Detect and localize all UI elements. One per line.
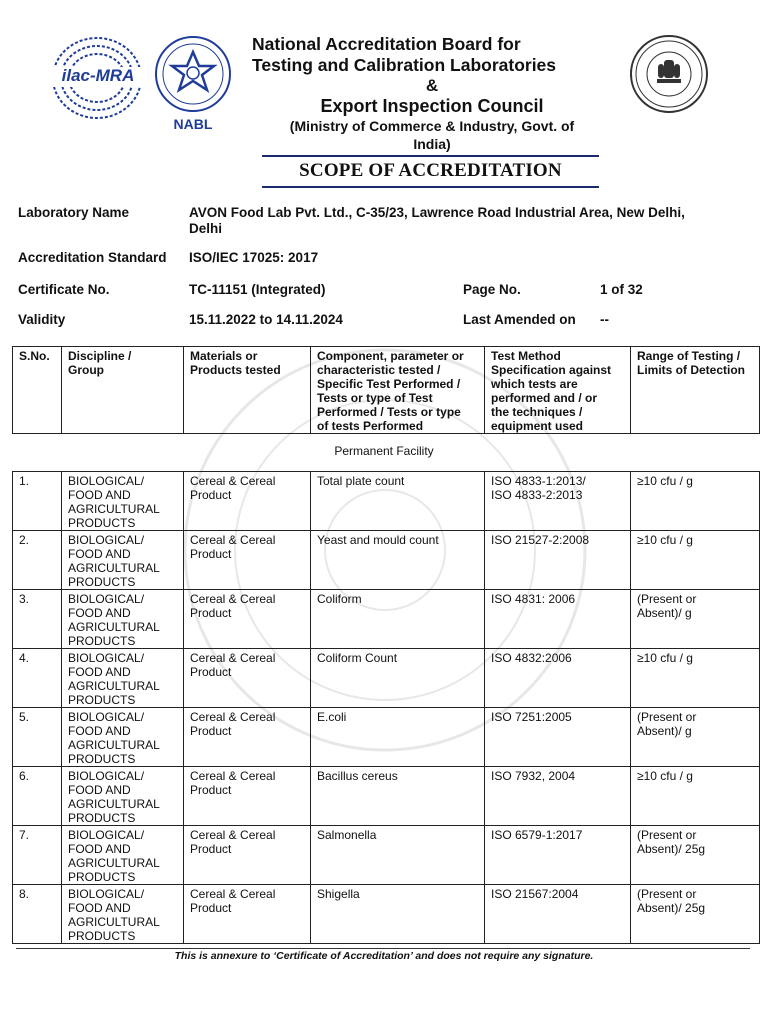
cell-line: FOOD AND xyxy=(68,488,131,502)
cell-line: Product xyxy=(190,842,232,856)
cell-text: 2. xyxy=(19,533,30,547)
cell-line: FOOD AND xyxy=(68,842,131,856)
cell-sno xyxy=(13,885,62,944)
cell-line: FOOD AND xyxy=(68,783,131,797)
standard-label: Accreditation Standard xyxy=(18,250,167,265)
cell-text: 5. xyxy=(19,710,30,724)
cell-range xyxy=(631,767,760,826)
cell-line: BIOLOGICAL/ xyxy=(68,651,145,665)
table-row xyxy=(13,649,760,708)
cell-line: (Present or xyxy=(637,710,697,724)
cell-line: (Present or xyxy=(637,592,697,606)
cell-line: AGRICULTURAL xyxy=(68,679,160,693)
header-line: Tests or type of Test xyxy=(317,391,433,405)
cell-method xyxy=(485,885,631,944)
table-row xyxy=(13,708,760,767)
cell-line: FOOD AND xyxy=(68,724,131,738)
header-line-3: Export Inspection Council xyxy=(320,96,544,116)
header-line: the techniques / xyxy=(491,405,583,419)
cell-sno xyxy=(13,472,62,531)
title-rule-bottom xyxy=(262,186,599,188)
cell-line: Cereal & Cereal xyxy=(190,474,276,488)
header-line: Discipline / xyxy=(68,349,132,363)
lab-name-value-line-2: Delhi xyxy=(189,221,223,236)
cell-line: PRODUCTS xyxy=(68,811,136,825)
cell-materials xyxy=(184,826,311,885)
header-sno-text: S.No. xyxy=(19,349,50,363)
header-block xyxy=(252,34,612,153)
cell-discipline xyxy=(62,885,184,944)
cell-line: Bacillus cereus xyxy=(317,769,398,783)
cell-discipline xyxy=(62,767,184,826)
cell-line: PRODUCTS xyxy=(68,575,136,589)
cell-line: ≥10 cfu / g xyxy=(637,651,693,665)
header-line: Limits of Detection xyxy=(637,363,746,377)
header-ampersand: & xyxy=(425,76,439,95)
header-line: Specific Test Performed / xyxy=(317,377,461,391)
cell-line: Product xyxy=(190,547,232,561)
cell-method xyxy=(485,590,631,649)
cell-sno xyxy=(13,531,62,590)
cell-component xyxy=(311,531,485,590)
cell-line: ISO 4832:2006 xyxy=(491,651,572,665)
header-sno xyxy=(13,347,62,434)
cell-materials xyxy=(184,708,311,767)
header-line: which tests are xyxy=(491,377,578,391)
cell-discipline xyxy=(62,826,184,885)
header-materials xyxy=(184,347,311,434)
cell-line: ISO 7932, 2004 xyxy=(491,769,576,783)
page-label: Page No. xyxy=(463,282,521,297)
cell-method xyxy=(485,708,631,767)
cell-method xyxy=(485,826,631,885)
cell-text: 6. xyxy=(19,769,30,783)
cell-range xyxy=(631,885,760,944)
cell-line: Salmonella xyxy=(317,828,377,842)
standard-value: ISO/IEC 17025: 2017 xyxy=(189,250,319,265)
scope-header-table xyxy=(12,346,760,434)
cell-line: ISO 4833-2:2013 xyxy=(491,488,583,502)
cell-range xyxy=(631,649,760,708)
header-line: Test Method xyxy=(491,349,561,363)
cell-line: ISO 21567:2004 xyxy=(491,887,579,901)
cell-materials xyxy=(184,590,311,649)
header-line: Products tested xyxy=(190,363,281,377)
cell-line: E.coli xyxy=(317,710,347,724)
cell-line: Total plate count xyxy=(317,474,405,488)
cell-line: ISO 21527-2:2008 xyxy=(491,533,590,547)
cell-line: Product xyxy=(190,783,232,797)
header-line: Component, parameter or xyxy=(317,349,464,363)
cell-method xyxy=(485,531,631,590)
cell-line: PRODUCTS xyxy=(68,929,136,943)
cell-line: Product xyxy=(190,901,232,915)
cell-line: AGRICULTURAL xyxy=(68,561,160,575)
cell-line: Cereal & Cereal xyxy=(190,533,276,547)
cell-component xyxy=(311,826,485,885)
cell-line: ≥10 cfu / g xyxy=(637,769,693,783)
header-line-5: India) xyxy=(413,136,451,152)
cell-line: Absent)/ 25g xyxy=(637,901,706,915)
cell-line: Product xyxy=(190,606,232,620)
cell-line: Cereal & Cereal xyxy=(190,769,276,783)
header-discipline xyxy=(62,347,184,434)
table-row xyxy=(13,472,760,531)
cell-method xyxy=(485,649,631,708)
amended-value: -- xyxy=(600,312,609,327)
header-method xyxy=(485,347,631,434)
cell-line: Product xyxy=(190,488,232,502)
cell-sno xyxy=(13,649,62,708)
cell-line: Cereal & Cereal xyxy=(190,828,276,842)
cell-line: Yeast and mould count xyxy=(317,533,439,547)
cell-line: Absent)/ g xyxy=(637,724,692,738)
cell-materials xyxy=(184,767,311,826)
cell-text: 1. xyxy=(19,474,30,488)
header-line: Materials or xyxy=(190,349,258,363)
cell-discipline xyxy=(62,649,184,708)
amended-label: Last Amended on xyxy=(463,312,576,327)
cell-line: AGRICULTURAL xyxy=(68,620,160,634)
cell-discipline xyxy=(62,708,184,767)
cell-discipline xyxy=(62,531,184,590)
cell-materials xyxy=(184,885,311,944)
cell-line: FOOD AND xyxy=(68,901,131,915)
cell-discipline xyxy=(62,472,184,531)
header-line: characteristic tested / xyxy=(317,363,441,377)
cell-line: FOOD AND xyxy=(68,547,131,561)
cell-line: Absent)/ g xyxy=(637,606,692,620)
cell-sno xyxy=(13,590,62,649)
footer-note: This is annexure to ‘Certificate of Accreditation’ and does not require any signature. xyxy=(174,950,594,962)
cell-line: Cereal & Cereal xyxy=(190,592,276,606)
cell-line: PRODUCTS xyxy=(68,634,136,648)
cell-line: Cereal & Cereal xyxy=(190,651,276,665)
cell-line: ISO 6579-1:2017 xyxy=(491,828,583,842)
header-row xyxy=(13,347,760,434)
header-line-1: National Accreditation Board for xyxy=(252,34,521,54)
cell-line: BIOLOGICAL/ xyxy=(68,533,145,547)
cell-range xyxy=(631,531,760,590)
table-row xyxy=(13,767,760,826)
header-line-4: (Ministry of Commerce & Industry, Govt. of xyxy=(289,118,575,134)
lab-name-value-line-1: AVON Food Lab Pvt. Ltd., C-35/23, Lawrence Road Industrial Area, New Delhi, xyxy=(189,205,685,220)
cell-range xyxy=(631,708,760,767)
cell-line: AGRICULTURAL xyxy=(68,502,160,516)
cell-method xyxy=(485,472,631,531)
header-line: equipment used xyxy=(491,419,584,433)
cell-component xyxy=(311,708,485,767)
cell-component xyxy=(311,590,485,649)
cell-sno xyxy=(13,826,62,885)
cell-text: 8. xyxy=(19,887,30,901)
cell-line: Absent)/ 25g xyxy=(637,842,706,856)
nabl-logo xyxy=(153,32,233,136)
scope-data-table xyxy=(12,471,760,944)
certificate-label: Certificate No. xyxy=(18,282,110,297)
cell-range xyxy=(631,472,760,531)
cell-sno xyxy=(13,767,62,826)
table-row xyxy=(13,826,760,885)
cell-line: ≥10 cfu / g xyxy=(637,474,693,488)
cell-line: (Present or xyxy=(637,887,697,901)
export-inspection-council-seal xyxy=(626,34,712,114)
cell-line: (Present or xyxy=(637,828,697,842)
cell-line: BIOLOGICAL/ xyxy=(68,887,145,901)
cell-line: BIOLOGICAL/ xyxy=(68,828,145,842)
page-value: 1 of 32 xyxy=(600,282,643,297)
header-line: Range of Testing / xyxy=(637,349,741,363)
lab-name-label: Laboratory Name xyxy=(18,205,130,220)
cell-discipline xyxy=(62,590,184,649)
cell-materials xyxy=(184,649,311,708)
cell-range xyxy=(631,590,760,649)
cell-line: ISO 4833-1:2013/ xyxy=(491,474,586,488)
cell-text: 4. xyxy=(19,651,30,665)
cell-line: BIOLOGICAL/ xyxy=(68,474,145,488)
cell-line: FOOD AND xyxy=(68,665,131,679)
scope-title: SCOPE OF ACCREDITATION xyxy=(299,160,562,181)
cell-line: Shigella xyxy=(317,887,360,901)
facility-label: Permanent Facility xyxy=(334,444,434,458)
cell-line: BIOLOGICAL/ xyxy=(68,710,145,724)
cell-line: AGRICULTURAL xyxy=(68,856,160,870)
cell-line: ISO 4831: 2006 xyxy=(491,592,576,606)
cell-text: 3. xyxy=(19,592,30,606)
cell-component xyxy=(311,472,485,531)
cell-line: PRODUCTS xyxy=(68,693,136,707)
cell-component xyxy=(311,885,485,944)
table-row xyxy=(13,531,760,590)
cell-line: Cereal & Cereal xyxy=(190,887,276,901)
footer-rule xyxy=(16,948,750,949)
lab-name-value xyxy=(189,205,749,237)
scope-rows xyxy=(13,472,760,944)
cell-text: 7. xyxy=(19,828,30,842)
cell-line: BIOLOGICAL/ xyxy=(68,769,145,783)
header-component xyxy=(311,347,485,434)
certificate-value: TC-11151 (Integrated) xyxy=(189,282,326,297)
cell-line: Coliform xyxy=(317,592,362,606)
cell-method xyxy=(485,767,631,826)
cell-line: Product xyxy=(190,724,232,738)
validity-label: Validity xyxy=(18,312,66,327)
cell-line: PRODUCTS xyxy=(68,870,136,884)
cell-line: Coliform Count xyxy=(317,651,398,665)
header-line: of tests Performed xyxy=(317,419,424,433)
cell-line: AGRICULTURAL xyxy=(68,738,160,752)
cell-component xyxy=(311,767,485,826)
ilac-mra-text: ilac-MRA xyxy=(61,66,135,85)
cell-line: PRODUCTS xyxy=(68,516,136,530)
title-rule-top xyxy=(262,155,599,157)
header-line: Specification against xyxy=(491,363,612,377)
cell-sno xyxy=(13,708,62,767)
cell-materials xyxy=(184,472,311,531)
cell-line: Cereal & Cereal xyxy=(190,710,276,724)
cell-line: FOOD AND xyxy=(68,606,131,620)
table-row xyxy=(13,885,760,944)
cell-line: AGRICULTURAL xyxy=(68,797,160,811)
cell-range xyxy=(631,826,760,885)
cell-line: Product xyxy=(190,665,232,679)
header-line: performed and / or xyxy=(491,391,598,405)
cell-materials xyxy=(184,531,311,590)
ilac-mra-logo xyxy=(50,34,144,122)
cell-line: ≥10 cfu / g xyxy=(637,533,693,547)
header-line-2: Testing and Calibration Laboratories xyxy=(252,55,557,75)
validity-value: 15.11.2022 to 14.11.2024 xyxy=(189,312,343,327)
nabl-text: NABL xyxy=(173,116,213,132)
header-line: Group xyxy=(68,363,104,377)
cell-component xyxy=(311,649,485,708)
table-row xyxy=(13,590,760,649)
cell-line: PRODUCTS xyxy=(68,752,136,766)
cell-line: AGRICULTURAL xyxy=(68,915,160,929)
header-line: Performed / Tests or type xyxy=(317,405,461,419)
cell-line: ISO 7251:2005 xyxy=(491,710,572,724)
cell-line: BIOLOGICAL/ xyxy=(68,592,145,606)
header-range xyxy=(631,347,760,434)
